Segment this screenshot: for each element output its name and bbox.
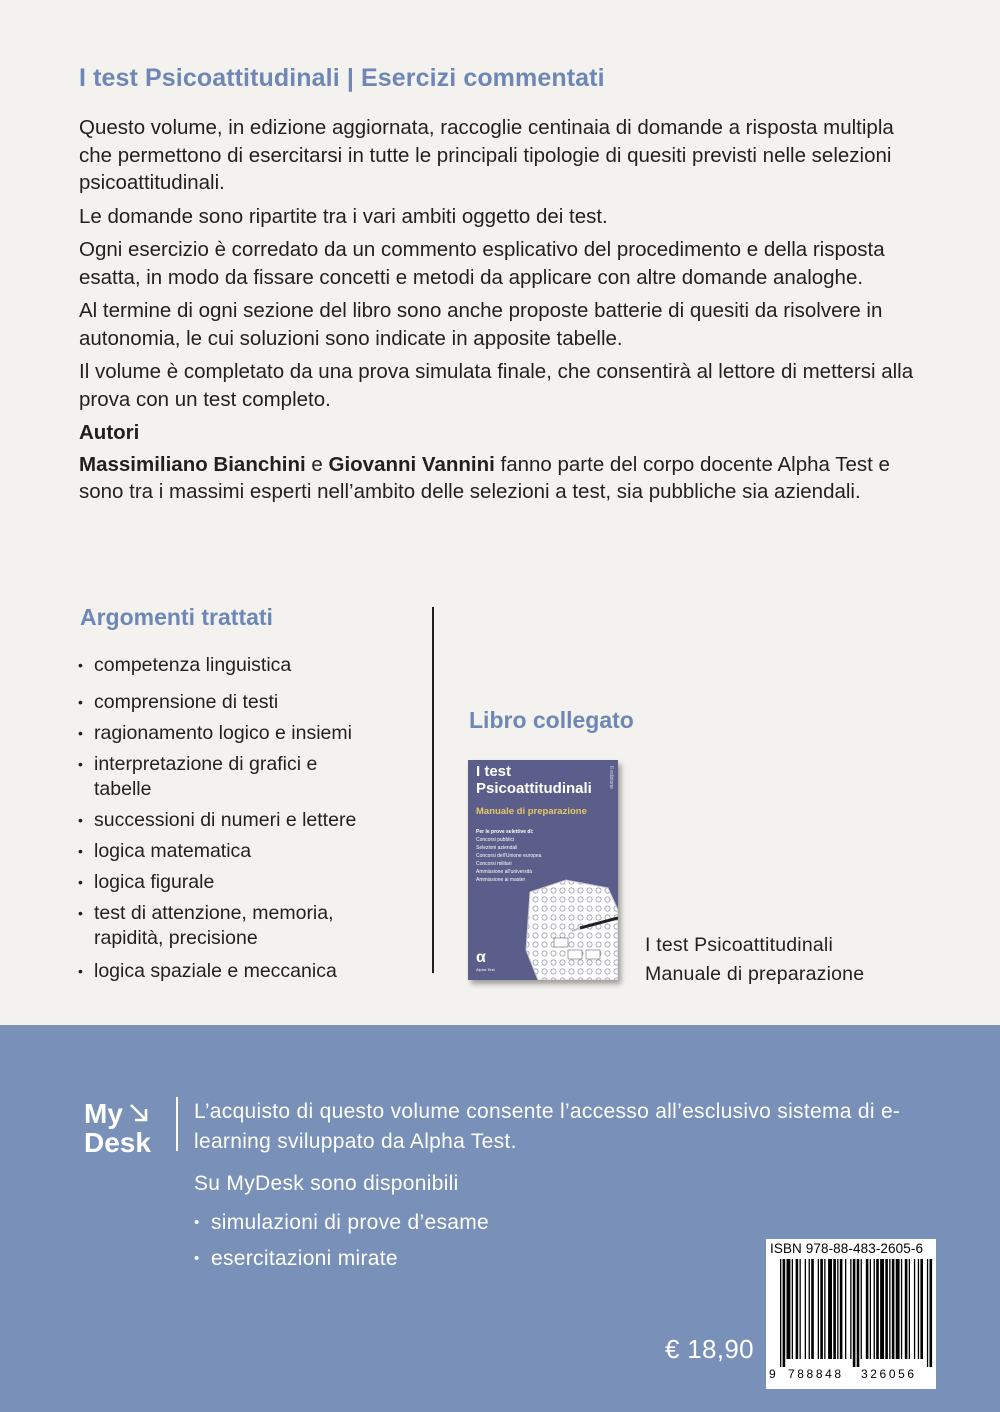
barcode-bar xyxy=(828,1259,832,1359)
author-conjunction: e xyxy=(305,452,329,476)
mydesk-logo-text: Desk xyxy=(84,1127,151,1158)
cover-list-item: Concorsi pubblici xyxy=(476,837,515,843)
list-item: • simulazioni di prove d’esame xyxy=(194,1205,489,1241)
cover-list-item: Concorsi militari xyxy=(476,861,512,867)
list-item: • interpretazione di grafici e tabelle xyxy=(78,752,338,802)
barcode-bar xyxy=(780,1259,781,1367)
cover-subtitle: Manuale di preparazione xyxy=(476,806,587,817)
mydesk-logo-text: My xyxy=(84,1098,123,1129)
authors-bio: fanno parte del corpo docente Alpha Test e sono tra i massimi esperti nell’ambito delle selezioni a test, sia pubbliche sia aziendali. xyxy=(79,452,890,503)
barcode-bar xyxy=(811,1259,814,1359)
barcode-bars xyxy=(766,1259,936,1367)
barcode-bar xyxy=(796,1259,799,1359)
description-paragraph: Al termine di ogni sezione del libro sono anche proposte batterie di quesiti da risolvere in autonomia, le cui soluzioni sono indicate in apposite tabelle. xyxy=(79,299,883,350)
barcode-bar xyxy=(818,1259,819,1359)
barcode-bar xyxy=(901,1259,902,1359)
mydesk-access-text: L’acquisto di questo volume consente l’accesso all’esclusivo sistema di e-learning sviluppato da Alpha Test. xyxy=(194,1100,901,1153)
barcode-bar xyxy=(837,1259,838,1359)
cover-brand: Alpha Test xyxy=(476,967,495,972)
arrow-down-right-icon xyxy=(128,1100,152,1129)
caption-line: I test Psicoattitudinali xyxy=(645,934,833,956)
barcode-bar xyxy=(850,1259,851,1359)
list-item: • logica spaziale e meccanica xyxy=(78,959,418,984)
mydesk-divider xyxy=(176,1097,178,1151)
cover-list-item: Ammissione all'università xyxy=(476,869,532,875)
related-book-cover xyxy=(468,760,618,980)
barcode-bar xyxy=(857,1259,860,1367)
list-item: • test di attenzione, memoria, rapidità, precisione xyxy=(78,901,378,951)
cover-list-item: Concorsi dell'Unione europea xyxy=(476,853,542,859)
barcode-bar xyxy=(805,1259,806,1359)
barcode-bar xyxy=(853,1259,856,1367)
list-item: • esercitazioni mirate xyxy=(194,1241,489,1277)
cover-list xyxy=(476,828,541,884)
barcode-bar xyxy=(914,1259,915,1359)
author-name: Giovanni Vannini xyxy=(328,452,495,476)
barcode-bar xyxy=(840,1259,843,1359)
barcode-bar xyxy=(880,1259,884,1359)
barcode-bar xyxy=(905,1259,908,1359)
authors-heading: Autori xyxy=(79,421,140,444)
column-divider xyxy=(432,607,434,973)
description xyxy=(79,114,929,506)
description-paragraph: Il volume è completato da una prova simulata finale, che consentirà al lettore di mettersi alla prova con un test completo. xyxy=(79,360,914,411)
list-item: • competenza linguistica xyxy=(78,653,418,678)
barcode-digits: 326056 xyxy=(861,1367,917,1381)
list-item: • logica matematica xyxy=(78,839,418,864)
alpha-logo-icon: α xyxy=(476,949,486,966)
barcode-bar xyxy=(783,1259,786,1367)
barcode-bar xyxy=(800,1259,801,1359)
barcode-bar xyxy=(918,1259,919,1359)
barcode-bar xyxy=(787,1259,791,1359)
barcode xyxy=(766,1239,936,1389)
caption-line: Manuale di preparazione xyxy=(645,963,865,985)
description-paragraph: Ogni esercizio è corredato da un commento esplicativo del procedimento e della risposta esatta, in modo da fissare concetti e metodi da applicare con altre domande analoghe. xyxy=(79,238,885,289)
barcode-bar xyxy=(874,1259,875,1359)
list-item: • ragionamento logico e insiemi xyxy=(78,721,418,746)
isbn-label: ISBN 978-88-483-2605-6 xyxy=(770,1241,924,1256)
barcode-bar xyxy=(809,1259,810,1359)
barcode-bar xyxy=(889,1259,890,1359)
barcode-bar xyxy=(792,1259,793,1359)
description-paragraph: Questo volume, in edizione aggiornata, raccoglie centinaia di domande a risposta multipla che permettono di esercitarsi in tutte le principali tipologie di quesiti previsti nelle selezioni psicoattitudinali. xyxy=(79,116,894,194)
mydesk-panel xyxy=(0,1025,1000,1412)
barcode-bar xyxy=(824,1259,825,1359)
related-book-caption xyxy=(645,931,864,989)
barcode-bar xyxy=(861,1259,862,1359)
barcode-digits: 788848 xyxy=(788,1367,844,1381)
description-paragraph: Le domande sono ripartite tra i vari ambiti oggetto dei test. xyxy=(79,204,608,228)
list-item: • logica figurale xyxy=(78,870,418,895)
barcode-bar xyxy=(920,1259,923,1359)
barcode-bar xyxy=(833,1259,836,1359)
cover-list-item: Ammissione ai master xyxy=(476,877,526,883)
topics-heading: Argomenti trattati xyxy=(80,604,273,630)
topics-list xyxy=(78,653,418,984)
barcode-bar xyxy=(870,1259,871,1359)
barcode-bar xyxy=(845,1259,846,1359)
barcode-bar xyxy=(909,1259,910,1359)
barcode-digits: 9 xyxy=(769,1367,776,1381)
barcode-bar xyxy=(876,1259,879,1359)
cover-list-header: Per le prove selettive di: xyxy=(476,829,534,835)
cover-title: Psicoattitudinali xyxy=(476,780,592,797)
related-book-heading: Libro collegato xyxy=(469,707,634,733)
authors-text xyxy=(79,451,929,506)
barcode-bar xyxy=(820,1259,823,1359)
author-name: Massimiliano Bianchini xyxy=(79,452,306,476)
barcode-bar xyxy=(866,1259,869,1359)
barcode-bar xyxy=(892,1259,895,1359)
barcode-bar xyxy=(927,1259,928,1367)
cover-title: I test xyxy=(476,763,512,780)
mydesk-features xyxy=(194,1205,489,1277)
cover-list-item: Selezioni aziendali xyxy=(476,845,518,851)
price: € 18,90 xyxy=(665,1334,754,1364)
barcode-bar xyxy=(885,1259,888,1359)
list-item: • comprensione di testi xyxy=(78,690,418,715)
barcode-bar xyxy=(896,1259,900,1359)
mydesk-logo xyxy=(84,1100,152,1157)
list-item: • successioni di numeri e lettere xyxy=(78,808,418,833)
mydesk-available-text: Su MyDesk sono disponibili xyxy=(194,1172,459,1195)
barcode-bar xyxy=(930,1259,933,1367)
page-title: I test Psicoattitudinali | Esercizi commentati xyxy=(79,64,605,92)
cover-edition: II edizione xyxy=(608,766,614,789)
